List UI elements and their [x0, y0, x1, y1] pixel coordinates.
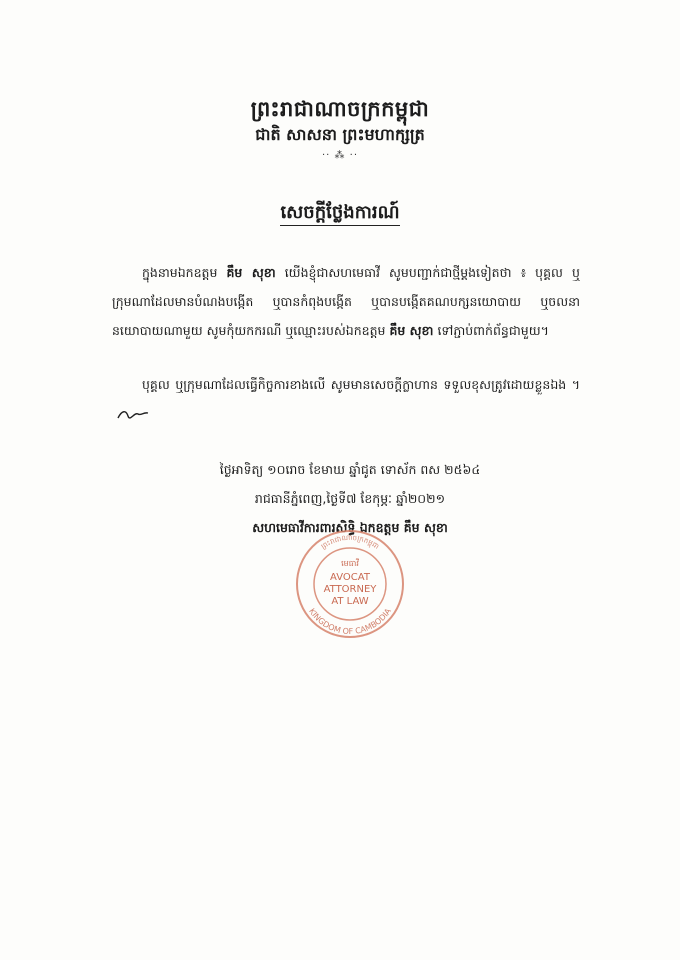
person-name-2: គឹម សុខា [389, 323, 434, 338]
statement-paragraph-2 [112, 370, 580, 428]
document-title-text: សេចក្តីថ្លែងការណ៍ [280, 202, 399, 226]
svg-text:KINGDOM OF CAMBODIA [307, 606, 393, 636]
p1-rest: យើងខ្ញុំជាសហមេធាវី សូមបញ្ជាក់ជាថ្មីម្តងទៀតថា ៖ បុគ្គល ឬក្រុមណាដែលមានបំណងបង្កើត ឬបានកំពុងបង្កើត ឬបានបង្កើតគណបក្សនយោបាយ ឬចលនានយោបាយណាមួយ សូមកុំយកករណី ឬឈ្មោះរបស់ឯកឧត្តម [112, 265, 580, 338]
header-ornament: ·· ⁂ ·· [321, 150, 359, 161]
place-date: រាជធានីភ្នំពេញ,ថ្ងៃទី៧ ខែកុម្ភៈ ឆ្នាំ២០២១ [254, 491, 446, 506]
p2-text: បុគ្គល ឬក្រុមណាដែលធ្វើកិច្ចការខាងលើ សូមមានសេចក្តីក្លាហាន ទទួលខុសត្រូវដោយខ្លួនឯង ។ [142, 377, 580, 392]
document-title [0, 200, 680, 227]
lawyer-seal-stamp [290, 528, 410, 638]
person-name: គឹម សុខា [226, 265, 276, 280]
national-motto: ជាតិ សាសនា ព្រះមហាក្សត្រ [255, 125, 425, 144]
signer-title: សហមេធាវីការពារសិទ្ធិ ឯកឧត្តម គឹម សុខា [252, 520, 448, 535]
seal-khmer-center: មេធាវី [341, 559, 359, 568]
seal-line-1: AVOCAT [330, 572, 370, 583]
kingdom-heading: ព្រះរាជាណាចក្រកម្ពុជា [250, 97, 430, 121]
seal-line-3: AT LAW [331, 596, 369, 607]
seal-top-arc: ព្រះរាជាណាចក្រកម្ពុជា [319, 533, 381, 551]
statement-paragraph-1 [112, 258, 580, 345]
initials-mark-icon [116, 406, 150, 424]
p1-end: ទៅភ្ជាប់ពាក់ព័ន្ធជាមួយ។ [437, 323, 549, 338]
lunar-date: ថ្ងៃអាទិត្យ ១០រោច ខែមាឃ ឆ្នាំជូត ទោស័ក ពស ២៥៦៤ [219, 462, 481, 477]
p1-start: ក្នុងនាមឯកឧត្តម [142, 265, 218, 280]
seal-line-2: ATTORNEY [323, 584, 377, 595]
seal-bottom-arc: KINGDOM OF CAMBODIA [307, 606, 393, 637]
